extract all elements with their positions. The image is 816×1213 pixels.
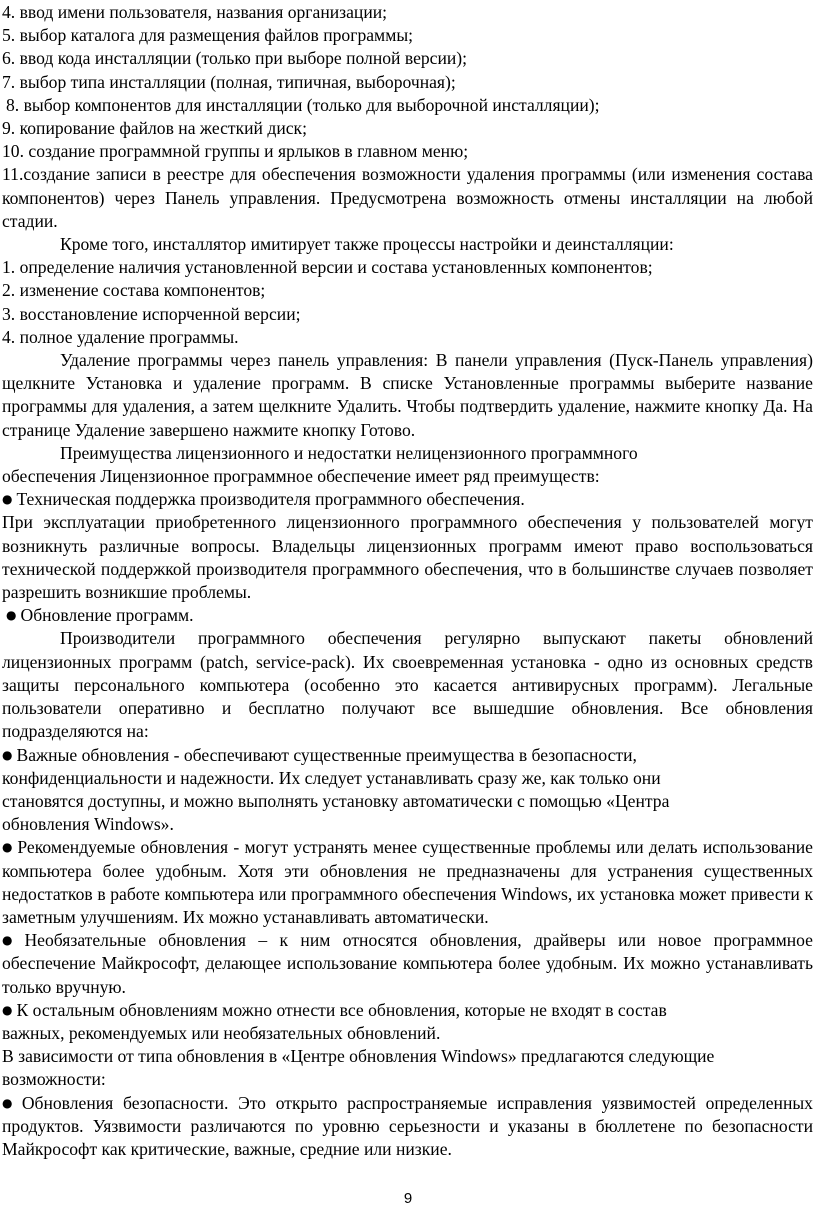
- installer-item-3: 3. восстановление испорченной версии;: [2, 303, 301, 324]
- other-line-2: важных, рекомендуемых или необязательных обновлений.: [2, 1022, 441, 1043]
- list-item-11: 11.создание записи в реестре для обеспечения возможности удаления программы (или изменения состава компонентов) через Панель управления. Предусмотрена возможность отмены инсталляции на любой стадии.: [2, 164, 813, 231]
- bullet-important-line-1: [2, 744, 813, 767]
- depends-line-2: возможности:: [2, 1069, 106, 1090]
- list-item-10: 10. создание программной группы и ярлыков в главном меню;: [2, 141, 469, 162]
- important-text-1: Важные обновления - обеспечивают существенные преимущества в безопасности,: [16, 744, 637, 765]
- bullet-icon: ●: [2, 840, 14, 855]
- bullet-icon: ●: [2, 933, 21, 948]
- bullet-recommended: [2, 836, 813, 929]
- removal-paragraph: Удаление программы через панель управления: В панели управления (Пуск-Панель управления) щелкните Установка и удаление программ. В списке Установленные программы выберите название программы для удаления, а затем щелкните Удалить. Чтобы подтвердить удаление, нажмите кнопку Да. На странице Удаление завершено нажмите кнопку Готово.: [2, 350, 813, 440]
- bullet-optional: [2, 929, 813, 999]
- bullet-security: [2, 1092, 813, 1162]
- important-line-2: конфиденциальности и надежности. Их следует устанавливать сразу же, как только они: [2, 767, 661, 788]
- list-item-5: 5. выбор каталога для размещения файлов программы;: [2, 25, 414, 46]
- bullet-updates: [2, 604, 813, 627]
- bullet-support-text: Техническая поддержка производителя программного обеспечения.: [16, 489, 525, 510]
- list-item-4: 4. ввод имени пользователя, названия организации;: [2, 2, 388, 22]
- security-text: Обновления безопасности. Это открыто распространяемые исправления уязвимостей определенных продуктов. Уязвимости различаются по уровню серьезности и указаны в бюллетене по безопасности Майкрософт как критические, важные, средние или низкие.: [2, 1092, 813, 1159]
- recommended-text: Рекомендуемые обновления - могут устранять менее существенные проблемы или делать использование компьютера более удобным. Хотя эти обновления не предназначены для устранения существенных недостатков в работе компьютера или программного обеспечения Windows, их установка может привести к заметным улучшениям. Их можно устанавливать автоматически.: [2, 837, 813, 927]
- bullet-icon: ●: [2, 1002, 13, 1017]
- list-item-8: 8. выбор компонентов для инсталляции (только для выборочной инсталляции);: [6, 94, 600, 115]
- bullet-icon: ●: [6, 608, 17, 623]
- updates-paragraph: Производители программного обеспечения регулярно выпускают пакеты обновлений лицензионных программ (patch, service-pack). Их своевременная установка - одно из основных средств защиты персонального компьютера (особенно это касается антивирусных программ). Легальные пользователи оперативно и бесплатно получают все вышедшие обновления. Все обновления подразделяются на:: [2, 628, 813, 742]
- bullet-icon: ●: [2, 747, 13, 762]
- optional-text: Необязательные обновления – к ним относятся обновления, драйверы или новое программное обеспечение Майкрософт, делающее использование компьютера более удобным. Их можно устанавливать только вручную.: [2, 930, 813, 997]
- list-item-7: 7. выбор типа инсталляции (полная, типичная, выборочная);: [2, 71, 456, 92]
- other-text-1: К остальным обновлениям можно отнести все обновления, которые не входят в состав: [16, 999, 667, 1020]
- document-page: [2, 1, 813, 1161]
- list-item-6: 6. ввод кода инсталляции (только при выборе полной версии);: [2, 48, 468, 69]
- list-item-9: 9. копирование файлов на жесткий диск;: [2, 118, 307, 139]
- installer-item-4: 4. полное удаление программы.: [2, 326, 239, 347]
- bullet-support: [2, 488, 813, 511]
- depends-line-1: В зависимости от типа обновления в «Центре обновления Windows» предлагаются следующие: [2, 1046, 715, 1067]
- bullet-other-line-1: [2, 999, 813, 1022]
- installer-item-2: 2. изменение состава компонентов;: [2, 280, 266, 301]
- page-number: 9: [403, 1190, 413, 1207]
- installer-item-1: 1. определение наличия установленной версии и состава установленных компонентов;: [2, 257, 653, 278]
- bullet-icon: ●: [2, 492, 13, 507]
- bullet-icon: ●: [2, 1095, 18, 1110]
- support-paragraph: При эксплуатации приобретенного лицензионного программного обеспечения у пользователей могут возникнуть различные вопросы. Владельцы лицензионных программ имеют право воспользоваться технической поддержкой производителя программного обеспечения, что в большинстве случаев позволяет разрешить возникшие проблемы.: [2, 512, 813, 603]
- installer-intro: Кроме того, инсталлятор имитирует также процессы настройки и деинсталляции:: [60, 234, 674, 255]
- important-line-4: обновления Windows».: [2, 814, 174, 835]
- important-line-3: становятся доступны, и можно выполнять установку автоматически с помощью «Центра: [2, 790, 670, 811]
- bullet-updates-text: Обновление программ.: [20, 605, 194, 626]
- advantages-heading-line-2: обеспечения Лицензионное программное обеспечение имеет ряд преимуществ:: [2, 466, 600, 487]
- advantages-heading-line-1: Преимущества лицензионного и недостатки нелицензионного программного: [60, 442, 638, 463]
